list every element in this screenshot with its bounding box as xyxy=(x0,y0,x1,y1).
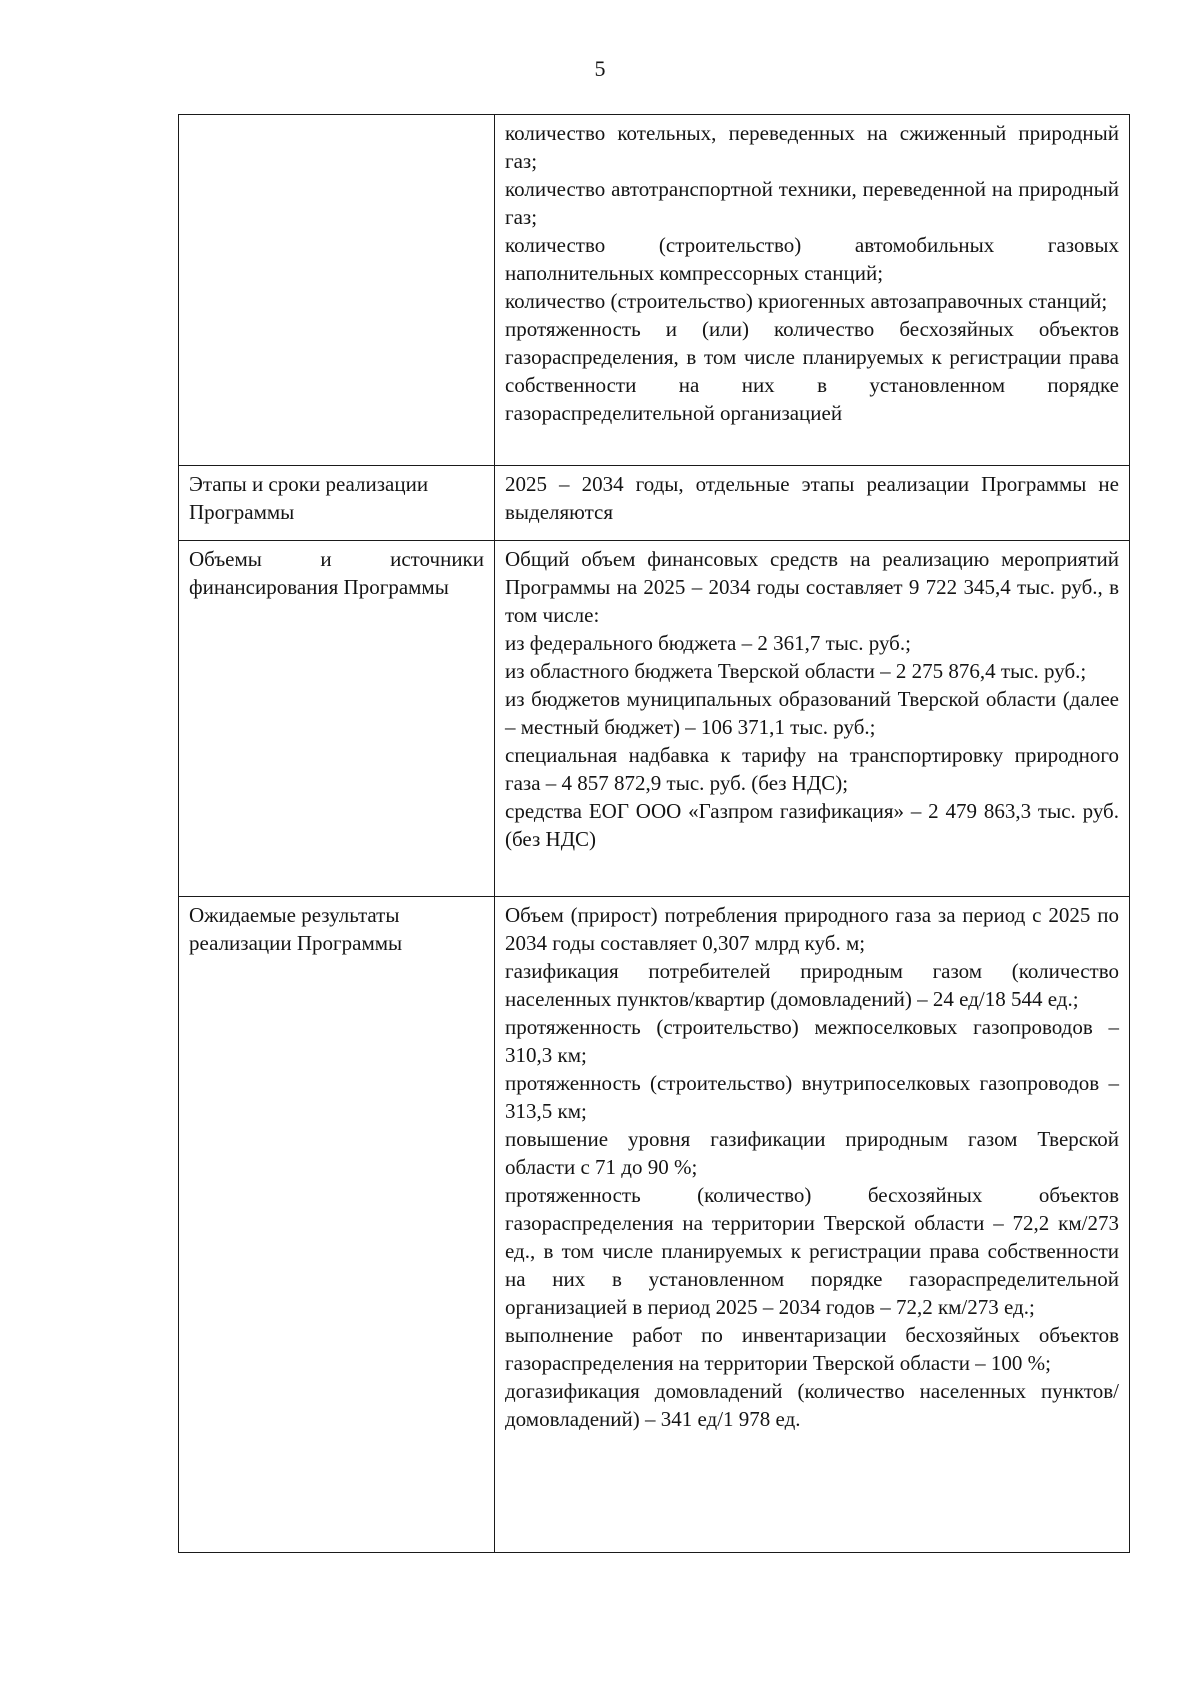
financing-item: специальная надбавка к тарифу на транспортировку природного газа – 4 857 872,9 тыс. руб. (без НДС); xyxy=(505,743,1119,795)
result-item: выполнение работ по инвентаризации бесхозяйных объектов газораспределения на территории Тверской области – 100 %; xyxy=(505,1323,1119,1375)
row-value-results xyxy=(495,897,1130,1553)
financing-item: Общий объем финансовых средств на реализацию мероприятий Программы на 2025 – 2034 годы составляет 9 722 345,4 тыс. руб., в том числе: xyxy=(505,547,1119,627)
stages-item: 2025 – 2034 годы, отдельные этапы реализации Программы не выделяются xyxy=(505,472,1119,524)
result-item: Объем (прирост) потребления природного газа за период с 2025 по 2034 годы составляет 0,307 млрд куб. м; xyxy=(505,903,1119,955)
page-number: 5 xyxy=(594,56,606,81)
row-value-indicators xyxy=(495,115,1130,466)
indicator-item: количество (строительство) автомобильных газовых наполнительных компрессорных станций; xyxy=(505,233,1119,285)
financing-item: из бюджетов муниципальных образований Тверской области (далее – местный бюджет) – 106 371,1 тыс. руб.; xyxy=(505,687,1119,739)
indicator-item: протяженность и (или) количество бесхозяйных объектов газораспределения, в том числе планируемых к регистрации права собственности на них в установленном порядке газораспределительной организацией xyxy=(505,317,1119,425)
financing-item: из федерального бюджета – 2 361,7 тыс. руб.; xyxy=(505,631,911,655)
table-row-financing xyxy=(179,541,1130,897)
program-passport-table xyxy=(178,114,1130,1553)
table-row-stages xyxy=(179,466,1130,541)
result-item: протяженность (строительство) межпоселковых газопроводов – 310,3 км; xyxy=(505,1015,1119,1067)
row-label-financing: Объемы и источники финансирования Программы xyxy=(179,541,495,897)
row-label-stages: Этапы и сроки реализации Программы xyxy=(179,466,495,541)
table-row-indicators xyxy=(179,115,1130,466)
table-row-results xyxy=(179,897,1130,1553)
indicator-item: количество автотранспортной техники, переведенной на природный газ; xyxy=(505,177,1119,229)
indicator-item: количество котельных, переведенных на сжиженный природный газ; xyxy=(505,121,1119,173)
row-label-results: Ожидаемые результаты реализации Программы xyxy=(179,897,495,1553)
financing-item: из областного бюджета Тверской области – 2 275 876,4 тыс. руб.; xyxy=(505,659,1087,683)
result-item: повышение уровня газификации природным газом Тверской области с 71 до 90 %; xyxy=(505,1127,1119,1179)
row-value-financing xyxy=(495,541,1130,897)
result-item: протяженность (количество) бесхозяйных объектов газораспределения на территории Тверской области – 72,2 км/273 ед., в том числе планируемых к регистрации права собственности на них в установленном порядке газораспределительной организацией в период 2025 – 2034 годов – 72,2 км/273 ед.; xyxy=(505,1183,1119,1319)
result-item: газификация потребителей природным газом (количество населенных пунктов/квартир (домовладений) – 24 ед/18 544 ед.; xyxy=(505,959,1119,1011)
financing-item: средства ЕОГ ООО «Газпром газификация» – 2 479 863,3 тыс. руб. (без НДС) xyxy=(505,799,1119,851)
result-item: догазификация домовладений (количество населенных пунктов/домовладений) – 341 ед/1 978 ед. xyxy=(505,1379,1119,1431)
indicator-item: количество (строительство) криогенных автозаправочных станций; xyxy=(505,289,1108,313)
row-label-empty xyxy=(179,115,495,466)
result-item: протяженность (строительство) внутрипоселковых газопроводов – 313,5 км; xyxy=(505,1071,1119,1123)
row-value-stages xyxy=(495,466,1130,541)
